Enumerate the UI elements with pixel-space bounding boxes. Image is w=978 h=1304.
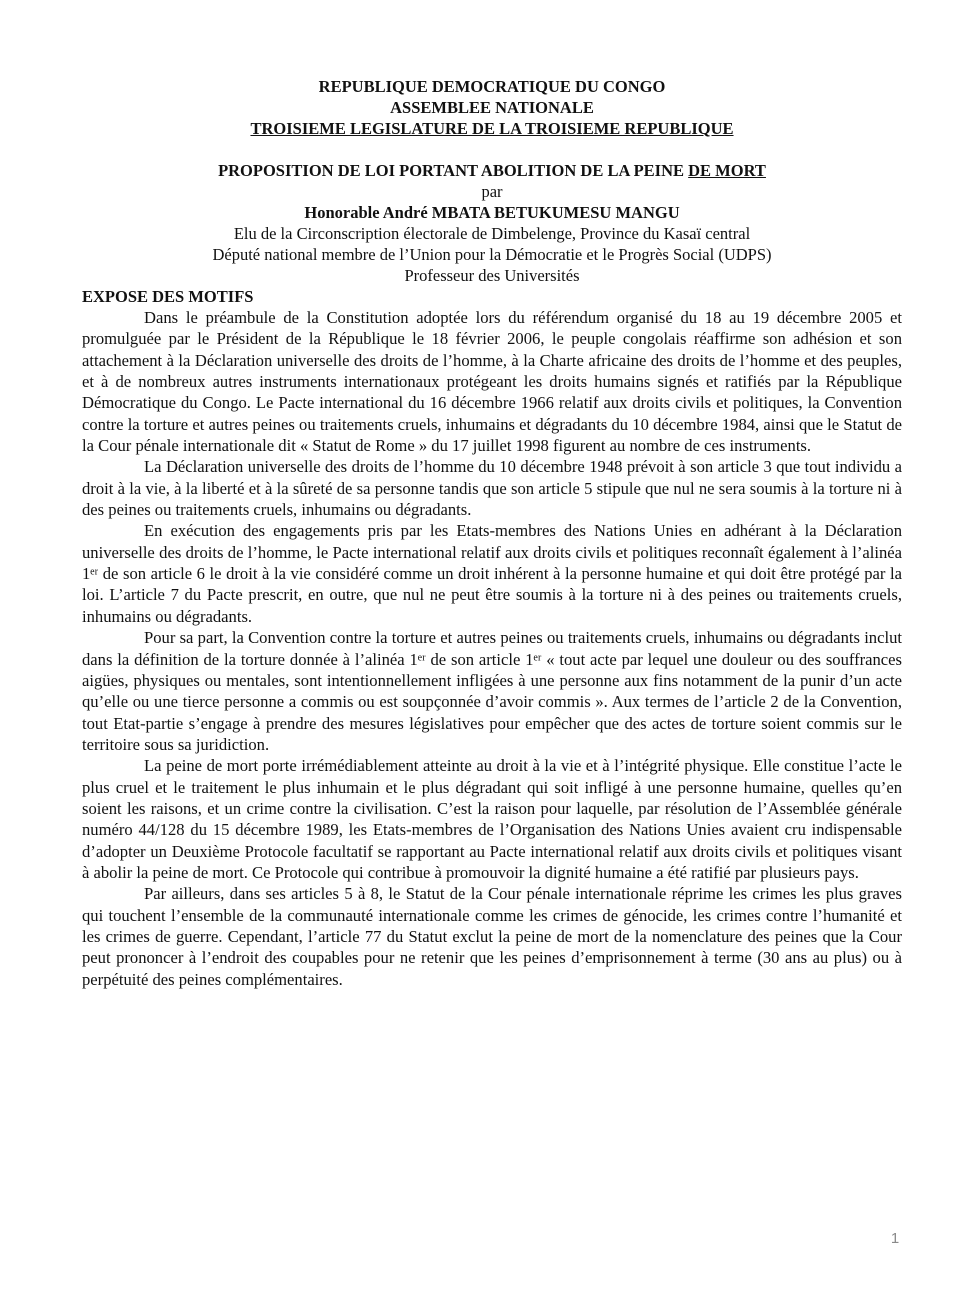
- author-affiliation-3: Professeur des Universités: [404, 266, 580, 285]
- author-affiliation-1: Elu de la Circonscription électorale de Dimbelenge, Province du Kasaï central: [233, 224, 751, 243]
- body-section: [82, 286, 902, 990]
- author-name: Honorable André MBATA BETUKUMESU MANGU: [304, 203, 680, 222]
- paragraph: En exécution des engagements pris par les Etats-membres des Nations Unies en adhérant à la Déclaration universelle des droits de l’homme, le Pacte international relatif aux droits civils et politiques reconnaît également à l’alinéa 1ᵉʳ de son article 6 le droit à la vie considéré comme un droit inhérent à la personne humaine et qui doit être protégé par la loi. L’article 7 du Pacte prescrit, en outre, que nul ne peut être soumis à la torture ni à des peines ou traitements cruels, inhumains ou dégradants.: [82, 521, 902, 626]
- title-part-1: PROPOSITION DE LOI PORTANT ABOLITION DE LA PEINE: [218, 161, 689, 180]
- legislature-heading: TROISIEME LEGISLATURE DE LA TROISIEME REPUBLIQUE: [250, 119, 734, 138]
- page-number: 1: [890, 1230, 900, 1247]
- title-block: [82, 160, 902, 286]
- by-line: par: [481, 182, 503, 201]
- document-page: [82, 76, 902, 990]
- paragraph: La Déclaration universelle des droits de l’homme du 10 décembre 1948 prévoit à son article 3 que tout individu a droit à la vie, à la liberté et à la sûreté de sa personne tandis que son article 5 stipule que nul ne sera soumis à la torture ni à des peines ou traitements cruels, inhumains ou dégradants.: [82, 457, 902, 520]
- assembly-heading: ASSEMBLEE NATIONALE: [390, 98, 594, 117]
- paragraph: Pour sa part, la Convention contre la torture et autres peines ou traitements cruels, inhumains ou dégradants inclut dans la définition de la torture donnée à l’alinéa 1ᵉʳ de son article 1ᵉʳ « tout acte par lequel une douleur ou des souffrances aigües, physiques ou mentales, sont intentionnellement infligées à une personne aux fins notamment de la punir d’un acte qu’elle ou une tierce personne a commis ou est soupçonnée d’avoir commis ». Aux termes de l’article 2 de la Convention, tout Etat-partie s’engage à prendre des mesures législatives pour empêcher que des actes de torture soient commis sur le territoire sous sa juridiction.: [82, 628, 902, 754]
- paragraph: Dans le préambule de la Constitution adoptée lors du référendum organisé du 18 au 19 décembre 2005 et promulguée par le Président de la République le 18 février 2006, le peuple congolais réaffirme son adhésion et son attachement à la Déclaration universelle des droits de l’homme, à la Charte africaine des droits de l’homme et des peuples, et à de nombreux autres instruments internationaux protégeant les droits humains signés et ratifiés par la République Démocratique du Congo. Le Pacte international du 16 décembre 1966 relatif aux droits civils et politiques, la Convention contre la torture et autres peines ou traitements cruels, inhumains et dégradants du 10 décembre 1984, ainsi que le Statut de la Cour pénale internationale dit « Statut de Rome » du 17 juillet 1998 figurent au nombre de ces instruments.: [82, 308, 902, 456]
- author-affiliation-2: Député national membre de l’Union pour la Démocratie et le Progrès Social (UDPS): [212, 245, 772, 264]
- document-title: [82, 160, 902, 181]
- section-heading: EXPOSE DES MOTIFS: [82, 287, 254, 306]
- paragraph: La peine de mort porte irrémédiablement atteinte au droit à la vie et à l’intégrité physique. Elle constitue l’acte le plus cruel et le traitement le plus inhumain et le plus dégradant qui soit infligé à une personne humaine, quelles qu’en soient les raisons, et un crime contre la civilisation. C’est la raison pour laquelle, par résolution de l’Assemblée générale numéro 44/128 du 15 décembre 1989, les Etats-membres de l’Organisation des Nations Unies avaient cru indispensable d’adopter un Deuxième Protocole facultatif se rapportant au Pacte international relatif aux droits civils et politiques visant à abolir la peine de mort. Ce Protocole qui contribue à promouvoir la dignité humaine a été ratifié par plusieurs pays.: [82, 756, 902, 882]
- document-header: [82, 76, 902, 139]
- country-heading: REPUBLIQUE DEMOCRATIQUE DU CONGO: [318, 77, 666, 96]
- paragraph: Par ailleurs, dans ses articles 5 à 8, le Statut de la Cour pénale internationale réprime les crimes les plus graves qui touchent l’ensemble de la communauté internationale comme les crimes de génocide, les crimes contre l’humanité et les crimes de guerre. Cependant, l’article 77 du Statut exclut la peine de mort de la nomenclature des peines que la Cour peut prononcer à l’endroit des coupables pour ne retenir que les peines d’emprisonnement à terme (30 ans au plus) ou à perpétuité des peines complémentaires.: [82, 884, 902, 989]
- title-part-2: DE MORT: [688, 161, 766, 180]
